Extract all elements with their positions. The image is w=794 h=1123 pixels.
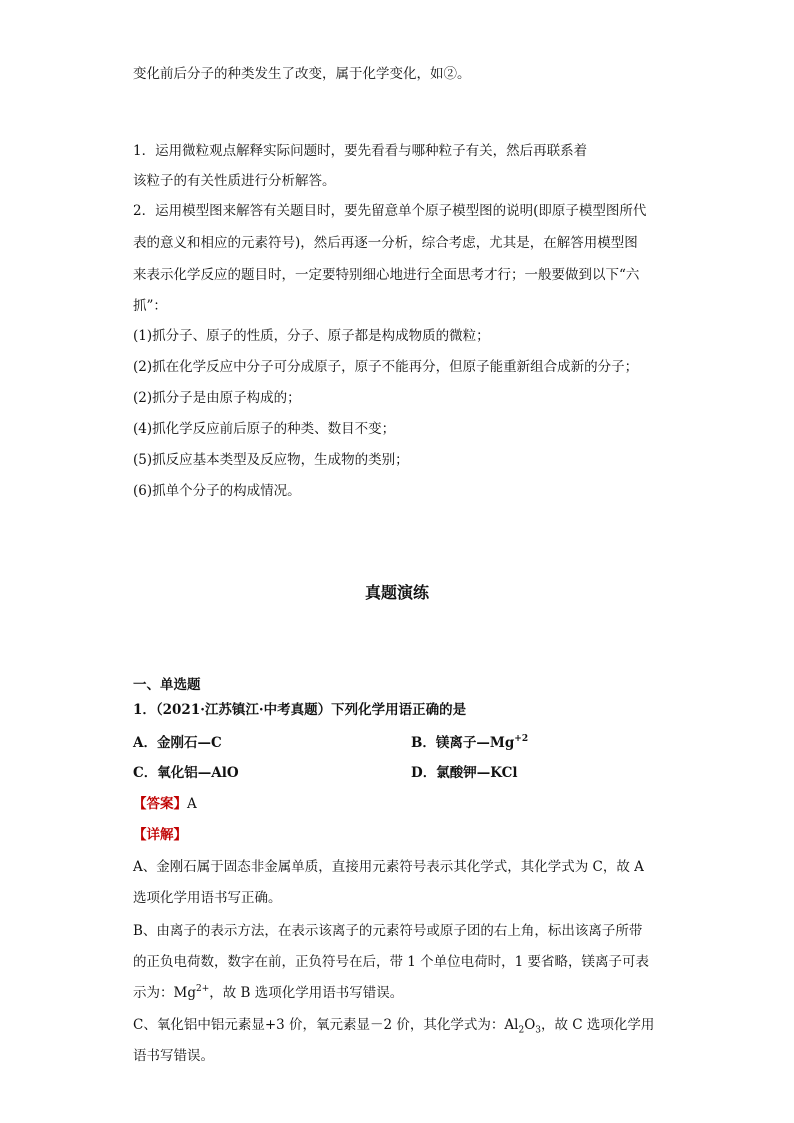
tip-line: 该粒子的有关性质进行分析解答。 [133,173,336,189]
option-b-text: B．镁离子—Mg [411,735,515,751]
detail-text: C、氧化铝中铝元素显+3 价，氧元素显－2 价，其化学式为：Al [133,1017,519,1033]
tip-line: (2)抓在化学反应中分子可分成原子，原子不能再分，但原子能重新组合成新的分子； [133,359,639,375]
tip-line: (6)抓单个分子的构成情况。 [133,483,301,499]
detail-subscript: 2 [518,1025,525,1036]
detail-label: 【详解】 [133,827,187,843]
option-c: C．氧化铝—AlO [133,765,239,781]
detail-subscript: 3 [535,1025,542,1036]
detail-text: ，故 B 选项化学用语书写错误。 [209,985,404,1001]
answer-line [133,794,197,814]
answer-label: 【答案】 [133,796,187,812]
tip-line: 抓”： [133,298,167,314]
answer-value: A [187,796,197,812]
tip-line: (2)抓分子是由原子构成的； [133,390,301,406]
tip-line: 2．运用模型图来解答有关题目时，要先留意单个原子模型图的说明(即原子模型图所代 [133,203,647,219]
section-title: 真题演练 [364,583,429,602]
detail-line: 选项化学用语书写正确。 [133,890,282,906]
detail-superscript: 2+ [195,983,210,994]
detail-line: 的正负电荷数，数字在前，正负符号在后，带 1 个单位电荷时，1 要省略，镁离子可表 [133,954,650,970]
tip-line: 1．运用微粒观点解释实际问题时，要先看看与哪种粒子有关，然后再联系着 [133,143,588,159]
detail-line: B、由离子的表示方法，在表示该离子的元素符号或原子团的右上角，标出该离子所带 [133,923,643,939]
detail-line: A、金刚石属于固态非金属单质，直接用元素符号表示其化学式，其化学式为 C，故 A [133,859,644,875]
option-a: A．金刚石—C [133,735,222,751]
question-type-heading: 一、单选题 [133,677,201,693]
detail-line: 语书写错误。 [133,1048,214,1064]
detail-line [133,983,403,1003]
tip-line: (1)抓分子、原子的性质，分子、原子都是构成物质的微粒； [133,328,490,344]
detail-text: ，故 C 选项化学用 [541,1017,655,1033]
option-b-charge: +2 [514,733,529,744]
detail-heading [133,825,187,845]
option-b [411,733,528,753]
option-d: D．氯酸钾—KCl [411,765,518,781]
intro-line: 变化前后分子的种类发生了改变，属于化学变化，如②。 [133,66,471,82]
tip-line: 来表示化学反应的题目时，一定要特别细心地进行全面思考才行；一般要做到以下“六 [133,267,640,283]
tip-line: (4)抓化学反应前后原子的种类、数目不变； [133,421,396,437]
detail-line [133,1015,654,1035]
tip-line: (5)抓反应基本类型及反应物，生成物的类别； [133,452,409,468]
detail-text: 示为：Mg [133,985,196,1001]
tip-line: 表的意义和相应的元素符号)，然后再逐一分析，综合考虑，尤其是，在解答用模型图 [133,235,638,251]
question-stem: 1．（2021·江苏镇江·中考真题）下列化学用语正确的是 [133,702,467,718]
detail-text: O [524,1017,536,1033]
